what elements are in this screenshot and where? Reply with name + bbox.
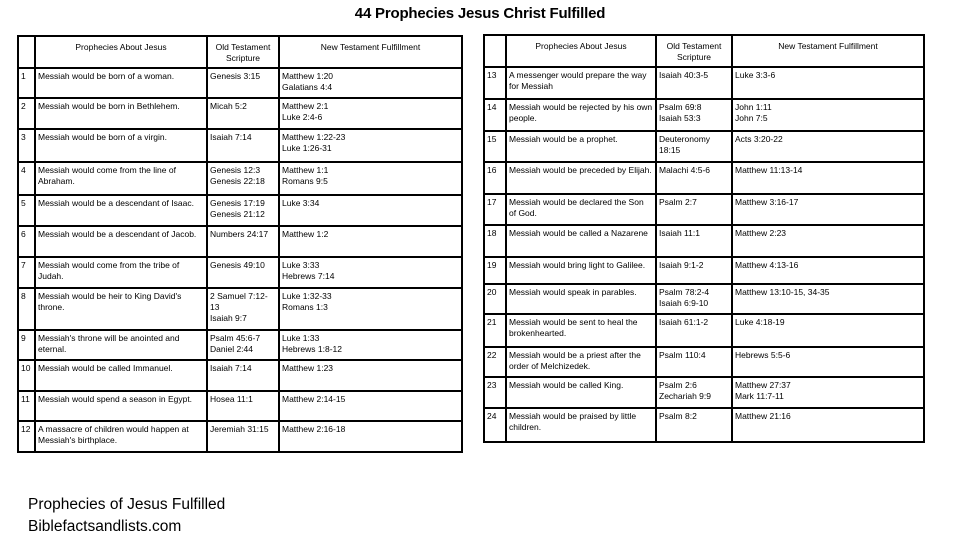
prophecy-text: Messiah would be heir to King David's throne. (35, 288, 207, 330)
new-testament-refs (279, 360, 462, 391)
row-number: 21 (484, 314, 506, 347)
old-testament-ref: Deuteronomy 18:15 (659, 134, 711, 155)
new-testament-refs (732, 194, 924, 225)
row-number: 22 (484, 347, 506, 377)
new-testament-refs (732, 408, 924, 442)
old-testament-ref: Isaiah 11:1 (659, 228, 700, 238)
prophecy-text: Messiah would be a descendant of Isaac. (35, 195, 207, 226)
prophecy-text: A messenger would prepare the way for Messiah (506, 67, 656, 99)
row-number: 1 (18, 68, 35, 98)
new-testament-refs (279, 68, 462, 98)
new-testament-refs (279, 330, 462, 360)
new-testament-refs (732, 99, 924, 131)
new-testament-ref: John 7:5 (735, 113, 768, 123)
old-testament-ref: Isaiah 6:9-10 (659, 298, 709, 308)
old-testament-ref: Daniel 2:44 (210, 344, 254, 354)
old-testament-ref: Isaiah 9:7 (210, 313, 247, 323)
new-testament-refs (732, 225, 924, 257)
table-row (484, 99, 924, 131)
footer (28, 494, 225, 538)
row-number: 12 (18, 421, 35, 452)
new-testament-refs (732, 131, 924, 162)
new-testament-ref: Hebrews 7:14 (282, 271, 335, 281)
old-testament-refs (656, 314, 732, 347)
row-number: 23 (484, 377, 506, 408)
old-testament-ref: Isaiah 61:1-2 (659, 317, 709, 327)
old-testament-ref: Psalm 2:6 (659, 380, 697, 390)
table-row (484, 347, 924, 377)
new-testament-ref: Romans 9:5 (282, 176, 328, 186)
table-row (484, 284, 924, 314)
old-testament-ref: Micah 5:2 (210, 101, 247, 111)
old-testament-ref: Genesis 3:15 (210, 71, 261, 81)
prophecy-text: Messiah would bring light to Galilee. (506, 257, 656, 284)
row-number: 7 (18, 257, 35, 288)
new-testament-ref: Romans 1:3 (282, 302, 328, 312)
new-testament-refs (279, 421, 462, 452)
prophecy-text: Messiah would spend a season in Egypt. (35, 391, 207, 421)
table-row (484, 314, 924, 347)
old-testament-ref: Genesis 21:12 (210, 209, 265, 219)
table-row (18, 98, 462, 129)
old-testament-refs (207, 98, 279, 129)
new-testament-refs (279, 226, 462, 257)
row-number: 11 (18, 391, 35, 421)
prophecy-text: Messiah would be rejected by his own people. (506, 99, 656, 131)
old-testament-refs (207, 129, 279, 162)
row-number: 18 (484, 225, 506, 257)
footer-title: Prophecies of Jesus Fulfilled (28, 496, 226, 513)
row-number: 16 (484, 162, 506, 194)
old-testament-refs (656, 162, 732, 194)
old-testament-ref: Psalm 110:4 (659, 350, 706, 360)
new-testament-ref: Luke 3:33 (282, 260, 320, 270)
row-number: 24 (484, 408, 506, 442)
new-testament-ref: Luke 3:3-6 (735, 70, 776, 80)
row-number: 17 (484, 194, 506, 225)
old-testament-ref: Genesis 22:18 (210, 176, 265, 186)
new-testament-ref: Matthew 1:20 (282, 71, 334, 81)
old-testament-ref: Isaiah 9:1-2 (659, 260, 704, 270)
table-header-row (18, 36, 462, 68)
old-testament-refs (207, 68, 279, 98)
old-testament-refs (207, 288, 279, 330)
table-row (18, 360, 462, 391)
new-testament-refs (279, 288, 462, 330)
old-testament-ref: Isaiah 7:14 (210, 363, 252, 373)
new-testament-ref: Matthew 2:16-18 (282, 424, 346, 434)
table-row (484, 67, 924, 99)
new-testament-ref: Matthew 2:14-15 (282, 394, 346, 404)
table-row (18, 129, 462, 162)
new-testament-ref: Matthew 1:2 (282, 229, 329, 239)
row-number: 20 (484, 284, 506, 314)
old-testament-ref: Genesis 12:3 (210, 165, 261, 175)
header-new-testament: New Testament Fulfillment (732, 35, 924, 67)
table-row (484, 408, 924, 442)
old-testament-ref: Genesis 49:10 (210, 260, 265, 270)
old-testament-ref: 2 Samuel 7:12-13 (210, 291, 268, 312)
old-testament-refs (656, 67, 732, 99)
prophecy-table-left (17, 35, 463, 453)
old-testament-ref: Jeremiah 31:15 (210, 424, 269, 434)
table-row (18, 226, 462, 257)
old-testament-ref: Isaiah 7:14 (210, 132, 252, 142)
table-row (484, 194, 924, 225)
new-testament-ref: Mark 11:7-11 (735, 391, 784, 401)
table-row (18, 391, 462, 421)
table-row (484, 377, 924, 408)
header-number (484, 35, 506, 67)
prophecy-text: Messiah would be praised by little children. (506, 408, 656, 442)
prophecy-text: A massacre of children would happen at Messiah's birthplace. (35, 421, 207, 452)
old-testament-refs (207, 162, 279, 195)
new-testament-refs (279, 391, 462, 421)
old-testament-refs (207, 257, 279, 288)
row-number: 19 (484, 257, 506, 284)
new-testament-refs (732, 257, 924, 284)
table-row (484, 257, 924, 284)
old-testament-refs (207, 330, 279, 360)
table-row (18, 162, 462, 195)
old-testament-refs (656, 194, 732, 225)
old-testament-ref: Psalm 45:6-7 (210, 333, 261, 343)
row-number: 4 (18, 162, 35, 195)
new-testament-refs (732, 162, 924, 194)
old-testament-refs (207, 391, 279, 421)
new-testament-ref: Matthew 21:16 (735, 411, 791, 421)
old-testament-refs (207, 360, 279, 391)
row-number: 8 (18, 288, 35, 330)
new-testament-ref: Matthew 1:1 (282, 165, 329, 175)
new-testament-refs (732, 284, 924, 314)
new-testament-refs (279, 195, 462, 226)
prophecy-text: Messiah would be born in Bethlehem. (35, 98, 207, 129)
prophecy-text: Messiah would be born of a woman. (35, 68, 207, 98)
new-testament-refs (279, 129, 462, 162)
row-number: 3 (18, 129, 35, 162)
old-testament-ref: Psalm 78:2-4 (659, 287, 710, 297)
footer-website: Biblefactsandlists.com (28, 518, 182, 535)
old-testament-refs (656, 377, 732, 408)
prophecy-text: Messiah would be preceded by Elijah. (506, 162, 656, 194)
old-testament-ref: Psalm 69:8 (659, 102, 702, 112)
prophecy-text: Messiah would be a descendant of Jacob. (35, 226, 207, 257)
old-testament-refs (656, 408, 732, 442)
row-number: 5 (18, 195, 35, 226)
row-number: 13 (484, 67, 506, 99)
old-testament-refs (207, 195, 279, 226)
new-testament-ref: Matthew 1:22-23 (282, 132, 346, 142)
prophecy-text: Messiah would be called Immanuel. (35, 360, 207, 391)
new-testament-ref: Luke 4:18-19 (735, 317, 785, 327)
old-testament-ref: Zechariah 9:9 (659, 391, 711, 401)
old-testament-ref: Hosea 11:1 (210, 394, 253, 404)
prophecy-text: Messiah would be called a Nazarene (506, 225, 656, 257)
table-row (484, 225, 924, 257)
new-testament-ref: Hebrews 5:5-6 (735, 350, 791, 360)
row-number: 2 (18, 98, 35, 129)
old-testament-refs (656, 131, 732, 162)
table-row (18, 330, 462, 360)
new-testament-ref: Galatians 4:4 (282, 82, 333, 92)
prophecy-text: Messiah would be sent to heal the brokenhearted. (506, 314, 656, 347)
new-testament-ref: Matthew 2:23 (735, 228, 787, 238)
new-testament-ref: John 1:11 (735, 102, 772, 112)
new-testament-refs (732, 67, 924, 99)
old-testament-ref: Isaiah 40:3-5 (659, 70, 709, 80)
new-testament-refs (279, 98, 462, 129)
row-number: 10 (18, 360, 35, 391)
old-testament-refs (207, 421, 279, 452)
new-testament-refs (732, 314, 924, 347)
prophecy-text: Messiah would come from the tribe of Judah. (35, 257, 207, 288)
row-number: 15 (484, 131, 506, 162)
new-testament-ref: Matthew 11:13-14 (735, 165, 803, 175)
new-testament-ref: Hebrews 1:8-12 (282, 344, 343, 354)
old-testament-ref: Psalm 2:7 (659, 197, 697, 207)
old-testament-refs (656, 257, 732, 284)
header-prophecy: Prophecies About Jesus (506, 35, 656, 67)
new-testament-refs (279, 257, 462, 288)
old-testament-ref: Psalm 8:2 (659, 411, 697, 421)
old-testament-refs (656, 284, 732, 314)
header-new-testament: New Testament Fulfillment (279, 36, 462, 68)
new-testament-ref: Matthew 1:23 (282, 363, 334, 373)
header-old-testament: Old Testament Scripture (656, 35, 732, 67)
old-testament-refs (656, 99, 732, 131)
new-testament-refs (732, 377, 924, 408)
new-testament-refs (279, 162, 462, 195)
old-testament-refs (656, 347, 732, 377)
row-number: 9 (18, 330, 35, 360)
table-row (18, 257, 462, 288)
old-testament-ref: Isaiah 53:3 (659, 113, 701, 123)
new-testament-ref: Luke 2:4-6 (282, 112, 323, 122)
table-header-row (484, 35, 924, 67)
table-row (18, 288, 462, 330)
new-testament-ref: Luke 1:26-31 (282, 143, 332, 153)
page-title: 44 Prophecies Jesus Christ Fulfilled (354, 5, 606, 22)
new-testament-ref: Matthew 27:37 (735, 380, 791, 390)
table-row (18, 68, 462, 98)
new-testament-ref: Matthew 13:10-15, 34-35 (735, 287, 830, 297)
new-testament-ref: Acts 3:20-22 (735, 134, 783, 144)
prophecy-text: Messiah would be a prophet. (506, 131, 656, 162)
header-prophecy: Prophecies About Jesus (35, 36, 207, 68)
old-testament-ref: Genesis 17:19 (210, 198, 265, 208)
table-row (484, 131, 924, 162)
table-row (484, 162, 924, 194)
new-testament-refs (732, 347, 924, 377)
old-testament-ref: Numbers 24:17 (210, 229, 269, 239)
new-testament-ref: Luke 1:32-33 (282, 291, 332, 301)
old-testament-refs (656, 225, 732, 257)
new-testament-ref: Matthew 4:13-16 (735, 260, 799, 270)
table-row (18, 195, 462, 226)
new-testament-ref: Luke 1:33 (282, 333, 320, 343)
prophecy-text: Messiah would be called King. (506, 377, 656, 408)
prophecy-text: Messiah's throne will be anointed and eternal. (35, 330, 207, 360)
header-number (18, 36, 35, 68)
header-old-testament: Old Testament Scripture (207, 36, 279, 68)
old-testament-ref: Malachi 4:5-6 (659, 165, 711, 175)
new-testament-ref: Luke 3:34 (282, 198, 320, 208)
table-row (18, 421, 462, 452)
row-number: 6 (18, 226, 35, 257)
prophecy-text: Messiah would speak in parables. (506, 284, 656, 314)
new-testament-ref: Matthew 3:16-17 (735, 197, 799, 207)
prophecy-text: Messiah would be a priest after the order of Melchizedek. (506, 347, 656, 377)
old-testament-refs (207, 226, 279, 257)
prophecy-text: Messiah would be declared the Son of God. (506, 194, 656, 225)
new-testament-ref: Matthew 2:1 (282, 101, 329, 111)
row-number: 14 (484, 99, 506, 131)
prophecy-text: Messiah would be born of a virgin. (35, 129, 207, 162)
prophecy-table-right (483, 34, 925, 443)
prophecy-text: Messiah would come from the line of Abraham. (35, 162, 207, 195)
